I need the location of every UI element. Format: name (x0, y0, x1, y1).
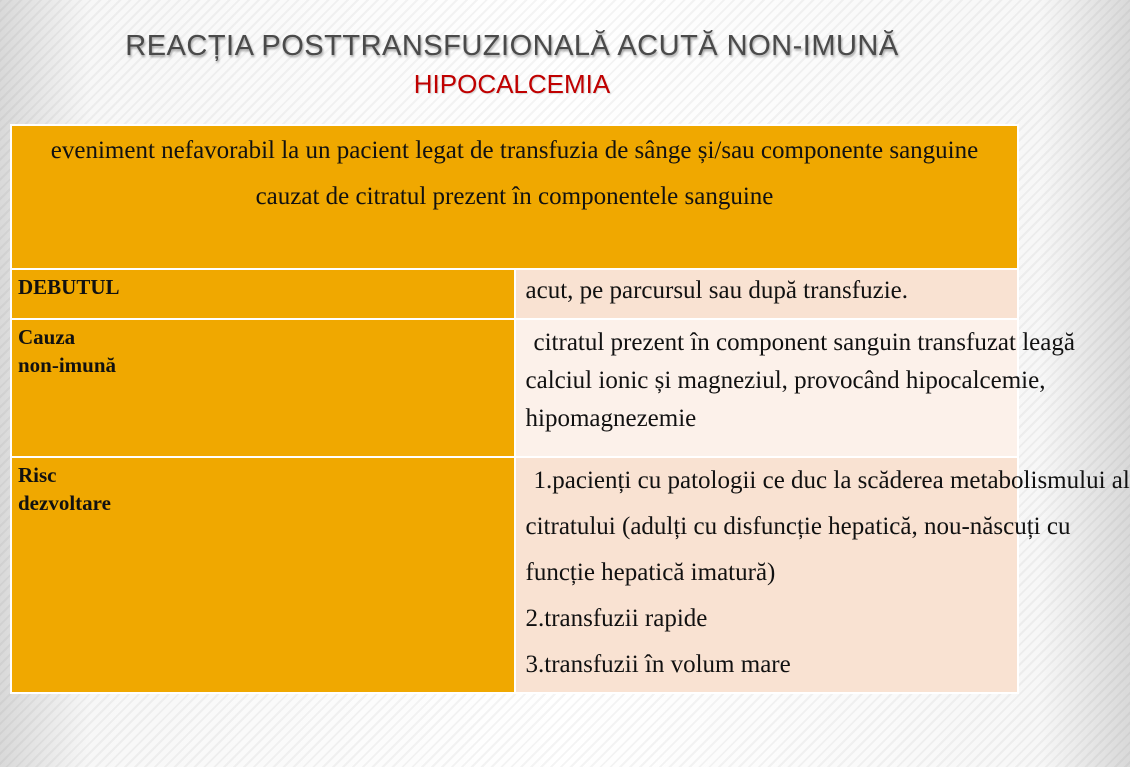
value-line: 3.transfuzii în volum mare (525, 651, 791, 678)
table-row (11, 457, 1018, 693)
value-line: hipomagnezemie (525, 405, 697, 432)
row-label-cauza (11, 319, 515, 457)
value-line: 2.transfuzii rapide (525, 605, 708, 632)
label-line: Risc (18, 463, 57, 487)
value-line: funcție hepatică imatură) (525, 559, 776, 586)
value-line: citratului (adulți cu disfuncție hepatică, nou-născuți cu (525, 513, 1071, 540)
definition-cell: eveniment nefavorabil la un pacient legat de transfuzia de sânge și/sau componente sanguine cauzat de citratul prezent în componentele sanguine (11, 125, 1018, 269)
row-value-cauza (515, 319, 1075, 457)
label-line: non-imună (18, 353, 117, 377)
slide-subtitle: HIPOCALCEMIA (413, 69, 611, 99)
row-label-debut: DEBUTUL (11, 269, 515, 319)
label-line: dezvoltare (18, 491, 111, 515)
info-table (10, 124, 1130, 694)
row-value-risc (515, 457, 1130, 693)
value-line: citratul prezent în component sanguin transfuzat leagă (533, 329, 1075, 356)
slide-title-main: REACȚIA POSTTRANSFUZIONALĂ ACUTĂ NON-IMUNĂ (125, 30, 899, 62)
table-row (11, 319, 1018, 457)
value-line: calciul ionic și magneziul, provocând hipocalcemie, (525, 367, 1046, 394)
row-value-debut: acut, pe parcursul sau după transfuzie. (515, 269, 1019, 319)
slide-title (0, 28, 1024, 100)
value-line: 1.pacienți cu patologii ce duc la scăderea metabolismului al (533, 467, 1130, 494)
table-row (11, 269, 1018, 319)
row-label-risc (11, 457, 515, 693)
label-line: Cauza (18, 325, 76, 349)
